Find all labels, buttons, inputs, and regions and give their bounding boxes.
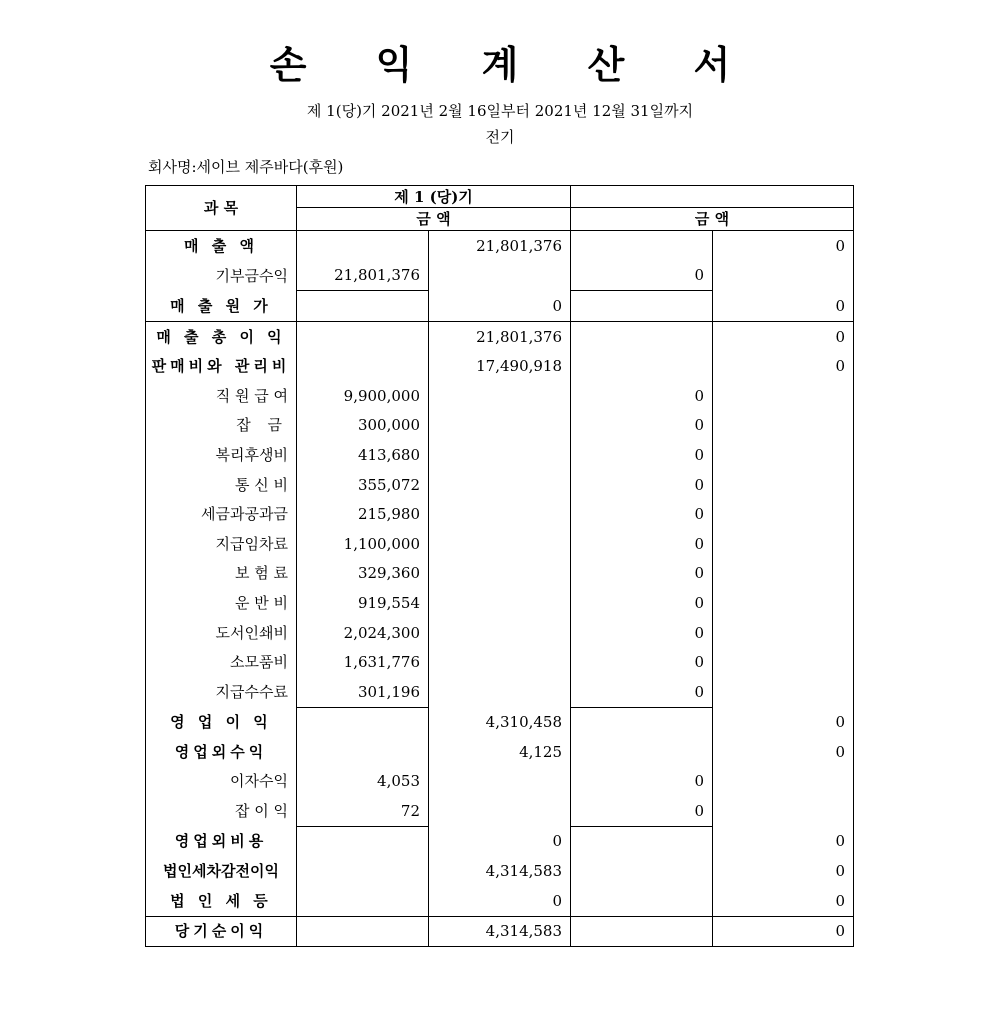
header-current-period: 제 1 (당)기	[297, 186, 571, 208]
row-label: 지급임차료	[146, 529, 297, 559]
prior-total-value	[713, 796, 854, 826]
current-total-value	[429, 677, 571, 707]
row-label: 잡 이 익	[146, 796, 297, 826]
row-label: 영업외비용	[146, 826, 297, 856]
current-detail-value: 355,072	[297, 470, 429, 500]
current-total-value	[429, 440, 571, 470]
prior-detail-value: 0	[571, 618, 713, 648]
row-label: 통 신 비	[146, 470, 297, 500]
prior-total-value	[713, 470, 854, 500]
header-prior-amount: 금 액	[571, 208, 854, 231]
current-detail-value: 9,900,000	[297, 381, 429, 411]
row-label: 소모품비	[146, 647, 297, 677]
prior-detail-value: 0	[571, 499, 713, 529]
prior-detail-value: 0	[571, 559, 713, 589]
current-total-value	[429, 588, 571, 618]
company-name: 회사명:세이브 제주바다(후원)	[148, 158, 344, 176]
current-detail-value: 300,000	[297, 411, 429, 441]
current-total-value	[429, 261, 571, 291]
row-label: 당기순이익	[146, 916, 297, 947]
prior-total-value	[713, 677, 854, 707]
current-detail-value	[297, 231, 429, 261]
prior-total-value	[713, 499, 854, 529]
prior-total-value: 0	[713, 707, 854, 737]
row-label: 기부금수익	[146, 261, 297, 291]
table-row	[146, 231, 854, 261]
table-row	[146, 916, 854, 947]
prior-detail-value	[571, 707, 713, 737]
row-label: 매 출 액	[146, 231, 297, 261]
table-row	[146, 677, 854, 707]
row-label: 복리후생비	[146, 440, 297, 470]
table-row	[146, 796, 854, 826]
statement-rows	[146, 231, 854, 947]
row-label: 법인세차감전이익	[146, 856, 297, 886]
prior-detail-value: 0	[571, 470, 713, 500]
row-label: 매 출 총 이 익	[146, 321, 297, 351]
current-total-value	[429, 796, 571, 826]
prior-detail-value	[571, 826, 713, 856]
table-row	[146, 826, 854, 856]
header-subject: 과 목	[146, 186, 297, 231]
prior-total-value: 0	[713, 737, 854, 767]
table-row	[146, 856, 854, 886]
prior-detail-value	[571, 291, 713, 322]
row-label: 지급수수료	[146, 677, 297, 707]
current-total-value	[429, 470, 571, 500]
prior-total-value	[713, 411, 854, 441]
row-label: 도서인쇄비	[146, 618, 297, 648]
income-statement-table	[145, 185, 854, 947]
current-detail-value: 1,100,000	[297, 529, 429, 559]
table-row	[146, 321, 854, 351]
row-label: 영 업 이 익	[146, 707, 297, 737]
current-detail-value: 2,024,300	[297, 618, 429, 648]
prior-detail-value: 0	[571, 796, 713, 826]
prior-detail-value: 0	[571, 647, 713, 677]
current-detail-value: 301,196	[297, 677, 429, 707]
row-label: 매 출 원 가	[146, 291, 297, 322]
current-detail-value	[297, 916, 429, 947]
table-row	[146, 351, 854, 381]
current-total-value	[429, 381, 571, 411]
table-row	[146, 261, 854, 291]
prior-total-value	[713, 588, 854, 618]
prior-detail-value	[571, 321, 713, 351]
current-total-value: 4,314,583	[429, 856, 571, 886]
prior-total-value: 0	[713, 826, 854, 856]
prior-detail-value	[571, 737, 713, 767]
prior-detail-value: 0	[571, 261, 713, 291]
prior-total-value	[713, 529, 854, 559]
current-total-value: 4,125	[429, 737, 571, 767]
prior-detail-value: 0	[571, 529, 713, 559]
prior-total-value	[713, 381, 854, 411]
current-total-value	[429, 767, 571, 797]
current-total-value: 17,490,918	[429, 351, 571, 381]
prior-detail-value: 0	[571, 440, 713, 470]
current-total-value: 4,314,583	[429, 916, 571, 947]
prior-detail-value: 0	[571, 677, 713, 707]
prior-detail-value: 0	[571, 381, 713, 411]
prior-total-value	[713, 767, 854, 797]
current-total-value	[429, 618, 571, 648]
current-detail-value	[297, 351, 429, 381]
previous-period-label: 전기	[485, 128, 515, 146]
current-detail-value: 329,360	[297, 559, 429, 589]
prior-detail-value	[571, 856, 713, 886]
table-row	[146, 559, 854, 589]
current-detail-value: 21,801,376	[297, 261, 429, 291]
prior-total-value: 0	[713, 916, 854, 947]
current-total-value: 21,801,376	[429, 231, 571, 261]
prior-total-value: 0	[713, 321, 854, 351]
current-detail-value	[297, 737, 429, 767]
current-detail-value	[297, 707, 429, 737]
table-row	[146, 411, 854, 441]
prior-detail-value	[571, 351, 713, 381]
current-detail-value: 413,680	[297, 440, 429, 470]
table-row	[146, 707, 854, 737]
table-row	[146, 886, 854, 916]
current-detail-value: 919,554	[297, 588, 429, 618]
current-detail-value	[297, 886, 429, 916]
current-total-value	[429, 411, 571, 441]
table-row	[146, 470, 854, 500]
row-label: 법 인 세 등	[146, 886, 297, 916]
table-row	[146, 737, 854, 767]
current-total-value	[429, 559, 571, 589]
current-detail-value	[297, 856, 429, 886]
current-total-value: 21,801,376	[429, 321, 571, 351]
prior-total-value: 0	[713, 351, 854, 381]
current-total-value	[429, 499, 571, 529]
current-detail-value: 4,053	[297, 767, 429, 797]
prior-total-value	[713, 559, 854, 589]
prior-detail-value: 0	[571, 767, 713, 797]
current-detail-value: 1,631,776	[297, 647, 429, 677]
prior-detail-value: 0	[571, 411, 713, 441]
table-row	[146, 647, 854, 677]
header-prior-period	[571, 186, 854, 208]
prior-detail-value	[571, 231, 713, 261]
row-label: 잡 금	[146, 411, 297, 441]
current-total-value	[429, 529, 571, 559]
prior-total-value: 0	[713, 886, 854, 916]
table-row	[146, 381, 854, 411]
prior-detail-value	[571, 886, 713, 916]
page-title: 손 익 계 산 서	[269, 43, 759, 87]
prior-total-value	[713, 618, 854, 648]
prior-total-value: 0	[713, 231, 854, 261]
table-row	[146, 618, 854, 648]
table-row	[146, 529, 854, 559]
row-label: 이자수익	[146, 767, 297, 797]
current-total-value	[429, 647, 571, 677]
prior-total-value	[713, 440, 854, 470]
row-label: 세금과공과금	[146, 499, 297, 529]
current-detail-value	[297, 826, 429, 856]
current-total-value: 0	[429, 291, 571, 322]
current-detail-value	[297, 291, 429, 322]
prior-detail-value: 0	[571, 588, 713, 618]
prior-total-value	[713, 647, 854, 677]
row-label: 보 험 료	[146, 559, 297, 589]
table-row	[146, 588, 854, 618]
current-detail-value: 72	[297, 796, 429, 826]
table-row	[146, 767, 854, 797]
current-total-value: 4,310,458	[429, 707, 571, 737]
current-total-value: 0	[429, 886, 571, 916]
row-label: 영업외수익	[146, 737, 297, 767]
current-detail-value	[297, 321, 429, 351]
prior-detail-value	[571, 916, 713, 947]
table-row	[146, 440, 854, 470]
prior-total-value: 0	[713, 856, 854, 886]
row-label: 운 반 비	[146, 588, 297, 618]
row-label: 직 원 급 여	[146, 381, 297, 411]
prior-total-value	[713, 261, 854, 291]
period-line: 제 1(당)기 2021년 2월 16일부터 2021년 12월 31일까지	[306, 102, 694, 120]
header-current-amount: 금 액	[297, 208, 571, 231]
table-row	[146, 499, 854, 529]
row-label: 판매비와 관리비	[146, 351, 297, 381]
table-row	[146, 291, 854, 322]
current-detail-value: 215,980	[297, 499, 429, 529]
current-total-value: 0	[429, 826, 571, 856]
prior-total-value: 0	[713, 291, 854, 322]
